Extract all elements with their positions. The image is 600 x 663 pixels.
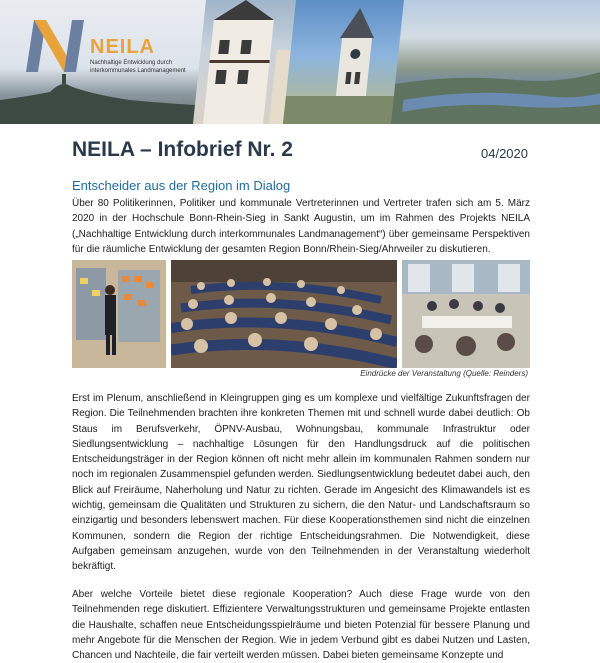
- intro-paragraph: Über 80 Politikerinnen, Politiker und kommunale Vertreterinnen und Vertreter trafen sich am 5. März 2020 in der Hochschule Bonn-Rhein-Sieg in Sankt Augustin, um im Rahmen des Projekts NEILA („Nachhaltige Entwicklung durch interkommunales Landmanagement“) über gemeinsame Perspektiven für die räumliche Entwicklung der gesamten Region Bonn/Rhein-Sieg/Ahrweiler zu diskutieren.: [72, 198, 530, 255]
- neila-logo-icon: [26, 16, 88, 79]
- rhine-valley-photo: [391, 0, 600, 124]
- event-photo-workshop-group: [402, 260, 530, 368]
- photo-caption: Eindrücke der Veranstaltung (Quelle: Reinders): [360, 369, 528, 378]
- page-title: NEILA – Infobrief Nr. 2: [72, 138, 293, 161]
- section-heading: Entscheider aus der Region im Dialog: [72, 178, 291, 193]
- landscape-photo-castle-hill: [0, 0, 215, 124]
- logo-wordmark: NEILA: [90, 36, 155, 58]
- header-banner: [0, 0, 600, 124]
- body-paragraph-1: Erst im Plenum, anschließend in Kleingruppen ging es um komplexe und vielfältige Zukunftsfragen der Region. Die Teilnehmenden brachten ihre konkreten Themen mit und schnell wurde dabei deutlich: Ob Staus im Berufsverkehr, ÖPNV-Ausbau, Wohnungsbau, kommunale Infrastruktur oder Siedlungsentwicklung – nachhaltige Lösungen für den Handlungsdruck auf die politischen Entscheidungsträger in der Region können oft nicht mehr allein im kommunalen Rahmen sondern nur noch im regionalen Zusammenspiel gefunden werden. Siedlungsentwicklung bedeutet dabei auch, den Blick auf Freiräume, Naherholung und Natur zu richten. Gerade im Angesicht des Klimawandels ist es wichtig, gemeinsam die Qualitäten und Strukturen zu sichern, die den Natur- und Landschaftsraum so einzigartig und besonders lebenswert machen. Für diese Kooperationsthemen sind nicht die einzelnen Kommunen, sondern die Region der richtige Entscheidungsrahmen. Die Notwendigkeit, diese Aufgaben gemeinsam anzugehen, wurde von den Teilnehmenden in der Veranstaltung wiederholt bekräftigt.: [72, 393, 530, 573]
- event-photo-presenter: [72, 260, 166, 368]
- logo-tagline: Nachhaltige Entwicklung durch interkommunales Landmanagement: [90, 60, 186, 74]
- issue-date: 04/2020: [481, 146, 528, 161]
- event-photo-lecture-hall: [171, 260, 397, 368]
- body-paragraph-2: Aber welche Vorteile bietet diese regionale Kooperation? Auch diese Frage wurde von den Teilnehmenden rege diskutiert. Effizientere Verwaltungsstrukturen und gemeinsame Projekte entlasten die Haushalte, schaffen neue Entscheidungsspielräume und bieten Potenzial für bessere Planung und mehr Angebote für die Menschen der Region. Wie in jedem Verbund gibt es dabei Nutzen und Lasten, Chancen und Nachteile, die fair verteilt werden müssen. Dabei bieten gemeinsame Konzepte und: [72, 589, 530, 662]
